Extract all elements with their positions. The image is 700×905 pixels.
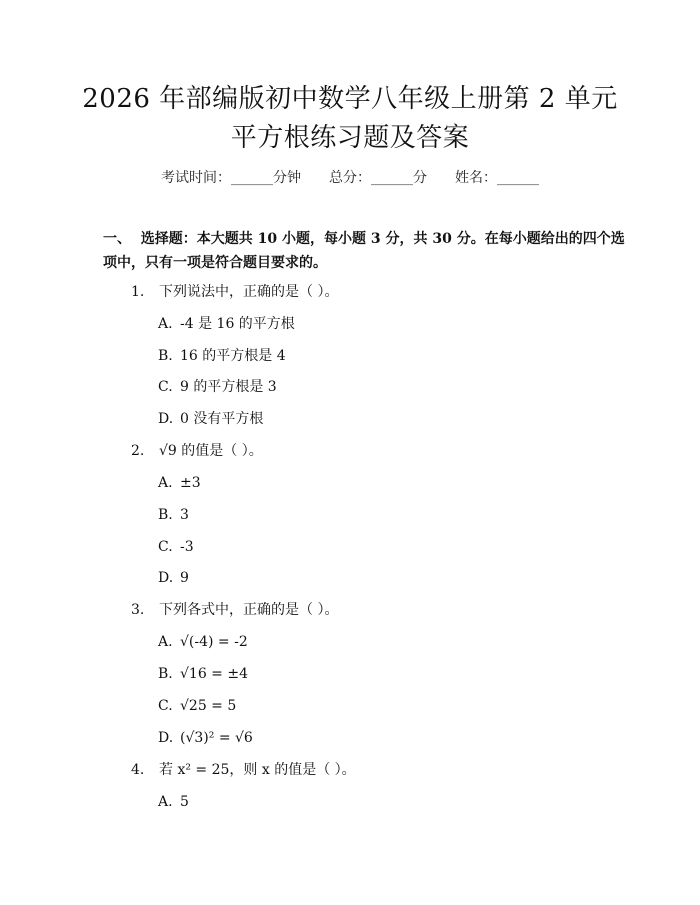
option-2-a	[158, 474, 201, 492]
exam-time: 考试时间：______分钟	[161, 170, 301, 186]
exam-total-score: 总分：______分	[329, 170, 427, 186]
question-2	[131, 442, 263, 460]
exam-student-name: 姓名：______	[455, 170, 539, 186]
question-text: 下列各式中，正确的是（ ）。	[159, 602, 339, 618]
option-3-b	[158, 665, 248, 683]
option-1-a	[158, 315, 295, 333]
option-1-d	[158, 410, 263, 428]
option-3-a	[158, 633, 248, 651]
option-text: 16 的平方根是 4	[180, 348, 286, 364]
option-letter: B.	[158, 666, 173, 682]
option-3-d	[158, 729, 253, 747]
option-text: ±3	[180, 475, 201, 491]
question-1	[131, 283, 338, 301]
document-title-line-1: 2026 年部编版初中数学八年级上册第 2 单元	[82, 84, 618, 114]
option-letter: C.	[158, 698, 173, 714]
question-text: 下列说法中，正确的是（ ）。	[159, 284, 339, 300]
option-text: √16 = ±4	[180, 666, 249, 682]
question-text: √9 的值是（ ）。	[159, 443, 263, 459]
section-heading-line-1: 一、 选择题：本大题共 10 小题，每小题 3 分，共 30 分。在每小题给出的四个选	[103, 231, 625, 247]
option-letter: D.	[158, 570, 174, 586]
option-text: √25 = 5	[180, 698, 237, 714]
option-letter: D.	[158, 730, 174, 746]
option-letter: B.	[158, 507, 173, 523]
option-letter: A.	[158, 316, 173, 332]
option-text: 3	[180, 507, 189, 523]
option-text: (√3)² = √6	[180, 730, 253, 746]
option-letter: B.	[158, 348, 173, 364]
option-2-d	[158, 569, 189, 587]
option-letter: A.	[158, 794, 173, 810]
option-letter: C.	[158, 379, 173, 395]
option-text: 5	[180, 794, 189, 810]
option-text: 9 的平方根是 3	[180, 379, 277, 395]
option-2-c	[158, 538, 194, 556]
option-1-c	[158, 378, 277, 396]
option-letter: A.	[158, 475, 173, 491]
option-2-b	[158, 506, 189, 524]
section-heading	[103, 229, 625, 273]
option-letter: D.	[158, 411, 174, 427]
exam-meta	[0, 169, 700, 187]
option-1-b	[158, 347, 286, 365]
option-text: -4 是 16 的平方根	[180, 316, 295, 332]
option-text: 0 没有平方根	[180, 411, 264, 427]
question-number: 3.	[131, 602, 145, 618]
question-3	[131, 601, 338, 619]
section-heading-line-2: 项中，只有一项是符合题目要求的。	[103, 255, 327, 271]
option-text: 9	[180, 570, 189, 586]
question-4	[131, 761, 356, 779]
option-3-c	[158, 697, 236, 715]
question-number: 1.	[131, 284, 145, 300]
question-number: 2.	[131, 443, 145, 459]
question-number: 4.	[131, 762, 145, 778]
option-letter: A.	[158, 634, 173, 650]
option-letter: C.	[158, 539, 173, 555]
option-text: -3	[180, 539, 194, 555]
option-4-a	[158, 793, 189, 811]
question-text: 若 x² = 25，则 x 的值是（ ）。	[159, 762, 356, 778]
document-title-line-2: 平方根练习题及答案	[230, 123, 470, 153]
option-text: √(-4) = -2	[180, 634, 248, 650]
